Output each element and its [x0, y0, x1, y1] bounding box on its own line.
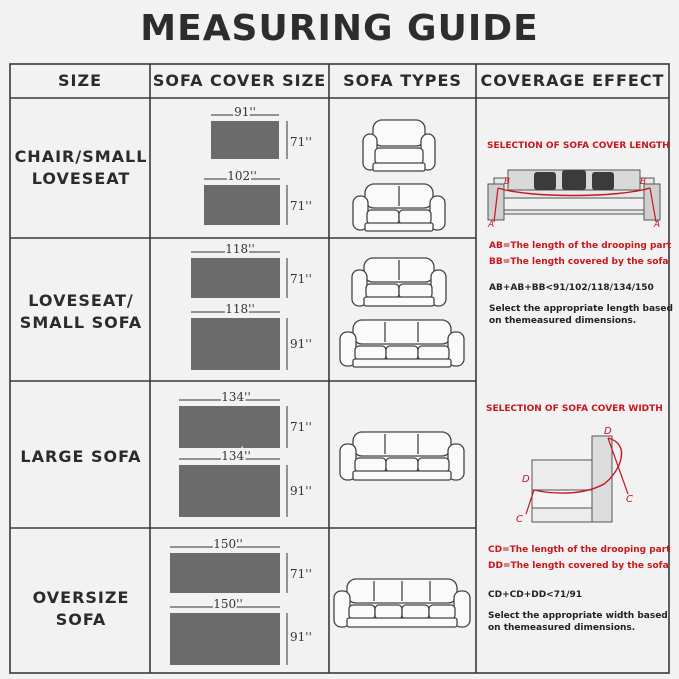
cover-rect: [204, 185, 280, 225]
three-seat-sofa-icon: [340, 320, 464, 367]
point-label: C: [516, 514, 523, 525]
cover-rect: [191, 258, 280, 298]
point-label: A: [488, 220, 495, 230]
size-label-line: LOVESEAT: [31, 169, 131, 188]
sofa-width-illustration: [516, 426, 633, 525]
size-label-line: CHAIR/SMALL: [14, 147, 148, 166]
cover-width-label: 118'': [225, 302, 255, 316]
three-seat-sofa-icon: [340, 432, 464, 480]
cover-row-2: [191, 242, 312, 370]
cover-height-label: 91'': [290, 630, 312, 644]
length-formula: AB+AB+BB<91/102/118/134/150: [489, 283, 654, 293]
cover-width-label: 102'': [227, 169, 257, 183]
page-title: MEASURING GUIDE: [140, 8, 539, 49]
length-note: [489, 303, 673, 327]
four-seat-sofa-icon: [334, 579, 470, 627]
cover-row-1: [204, 105, 312, 225]
cd-definition: CD=The length of the drooping part: [488, 545, 671, 555]
width-formula: CD+CD+DD<71/91: [488, 590, 583, 600]
note-line: on themeasured dimensions.: [489, 316, 637, 326]
cover-height-label: 71'': [290, 567, 312, 581]
point-label: D: [522, 474, 530, 485]
cover-width-label: 134'': [221, 390, 251, 404]
column-header-coverage: COVERAGE EFFECT: [480, 71, 665, 90]
cover-height-label: 71'': [290, 272, 312, 286]
length-section-title: SELECTION OF SOFA COVER LENGTH: [487, 141, 670, 151]
cover-width-label: 118'': [225, 242, 255, 256]
point-label: B: [504, 177, 511, 187]
cover-width-label: 134'': [221, 449, 251, 463]
sofa-length-illustration: [487, 170, 660, 230]
cover-rect: [179, 465, 280, 517]
cover-rect: [211, 121, 279, 159]
point-label: A: [654, 220, 661, 230]
column-header-cover-size: SOFA COVER SIZE: [152, 71, 327, 90]
note-line: Select the appropriate width based: [488, 611, 668, 621]
cover-height-label: 71'': [290, 199, 312, 213]
size-label-large: [12, 446, 150, 468]
size-label-line: SMALL SOFA: [19, 313, 143, 332]
size-label-loveseat: [12, 290, 150, 334]
ab-definition: AB=The length of the drooping part: [489, 241, 672, 251]
cover-rect: [191, 318, 280, 370]
loveseat-icon: [353, 184, 445, 231]
size-label-line: OVERSIZE: [32, 588, 130, 607]
loveseat-icon: [352, 258, 446, 306]
dd-definition: DD=The length covered by the sofa: [488, 561, 669, 571]
cover-rect: [170, 553, 280, 593]
note-line: on themeasured dimensions.: [488, 623, 636, 633]
cover-height-label: 91'': [290, 337, 312, 351]
armchair-icon: [363, 120, 435, 171]
cover-height-label: 71'': [290, 420, 312, 434]
size-label-chair: [12, 146, 150, 190]
note-line: Select the appropriate length based: [489, 304, 673, 314]
point-label: B: [640, 177, 647, 187]
cover-width-label: 91'': [234, 105, 256, 119]
point-label: C: [626, 494, 633, 505]
cover-row-3: [179, 390, 312, 517]
cover-height-label: 91'': [290, 484, 312, 498]
column-header-size: SIZE: [57, 71, 102, 90]
cover-height-label: 71'': [290, 135, 312, 149]
cover-row-4: [170, 537, 312, 665]
column-header-sofa-types: SOFA TYPES: [343, 71, 462, 90]
cover-rect: [179, 406, 280, 448]
width-note: [488, 610, 668, 634]
width-section-title: SELECTION OF SOFA COVER WIDTH: [486, 404, 663, 414]
cover-width-label: 150'': [213, 537, 243, 551]
point-label: D: [604, 426, 612, 437]
bb-definition: BB=The length covered by the sofa: [489, 257, 669, 267]
size-label-line: LARGE SOFA: [20, 447, 142, 466]
size-label-line: SOFA: [55, 610, 107, 629]
size-label-line: LOVESEAT/: [28, 291, 134, 310]
cover-width-label: 150'': [213, 597, 243, 611]
cover-rect: [170, 613, 280, 665]
size-label-oversize: [12, 587, 150, 631]
